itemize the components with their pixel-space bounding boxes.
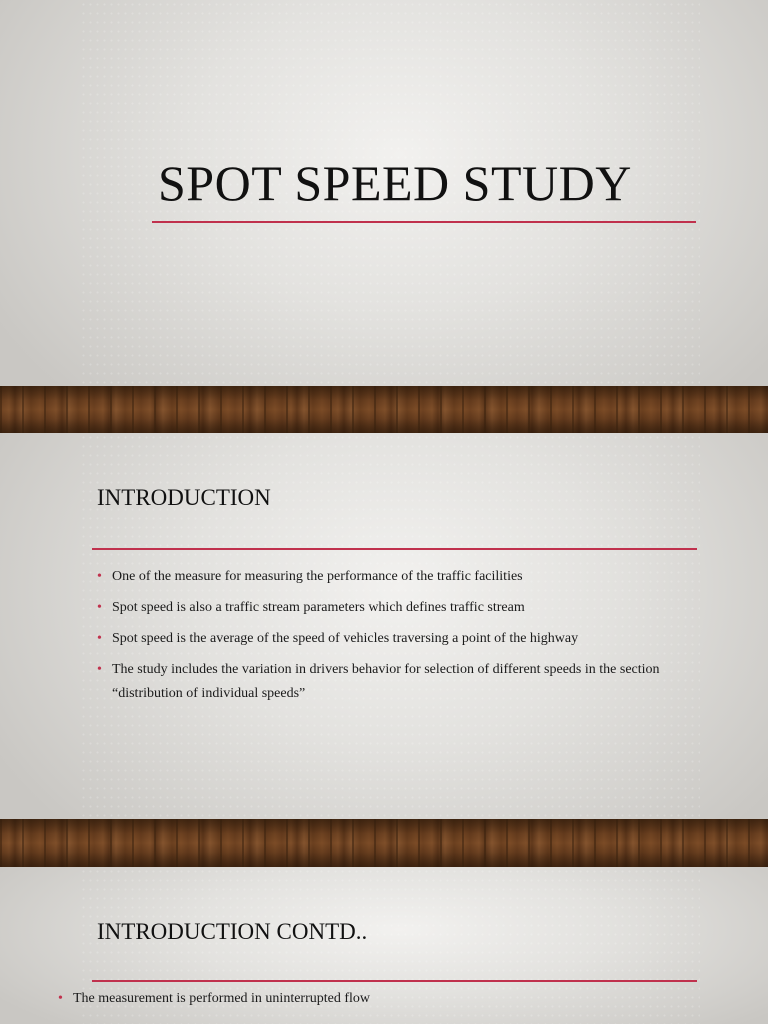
bullet-text: The measurement is performed in uninterrupted flow: [73, 991, 371, 1006]
bullet-text: The study includes the variation in drivers behavior for selection of different speeds in the section “distribution of individual speeds”: [112, 662, 660, 701]
slide-introduction-contd: [0, 867, 768, 1024]
list-item: [97, 565, 697, 589]
introduction-contd-bullet-list: [58, 987, 658, 1018]
bullet-text: Spot speed is the average of the speed of vehicles traversing a point of the highway: [112, 631, 579, 646]
introduction-underline: [92, 548, 697, 550]
bullet-icon: •: [97, 569, 102, 584]
introduction-contd-underline: [92, 980, 697, 982]
bullet-icon: •: [97, 631, 102, 646]
bullet-text: Spot speed is also a traffic stream parameters which defines traffic stream: [112, 600, 525, 615]
introduction-heading: INTRODUCTION: [97, 485, 271, 510]
list-item: [97, 627, 697, 651]
wood-floor-divider: [0, 819, 768, 867]
slide-title: [0, 0, 768, 386]
bullet-text: One of the measure for measuring the performance of the traffic facilities: [112, 569, 523, 584]
list-item: [97, 658, 697, 706]
title-underline: [152, 221, 696, 223]
wood-floor-divider: [0, 386, 768, 433]
bullet-icon: •: [58, 991, 63, 1006]
list-item: [97, 596, 697, 620]
slide-title-heading: SPOT SPEED STUDY: [158, 155, 632, 211]
list-item: [58, 987, 658, 1011]
bullet-icon: •: [97, 600, 102, 615]
bullet-icon: •: [97, 662, 102, 677]
slide-introduction: [0, 433, 768, 819]
introduction-contd-heading: INTRODUCTION CONTD..: [97, 919, 368, 944]
introduction-bullet-list: [97, 565, 697, 713]
